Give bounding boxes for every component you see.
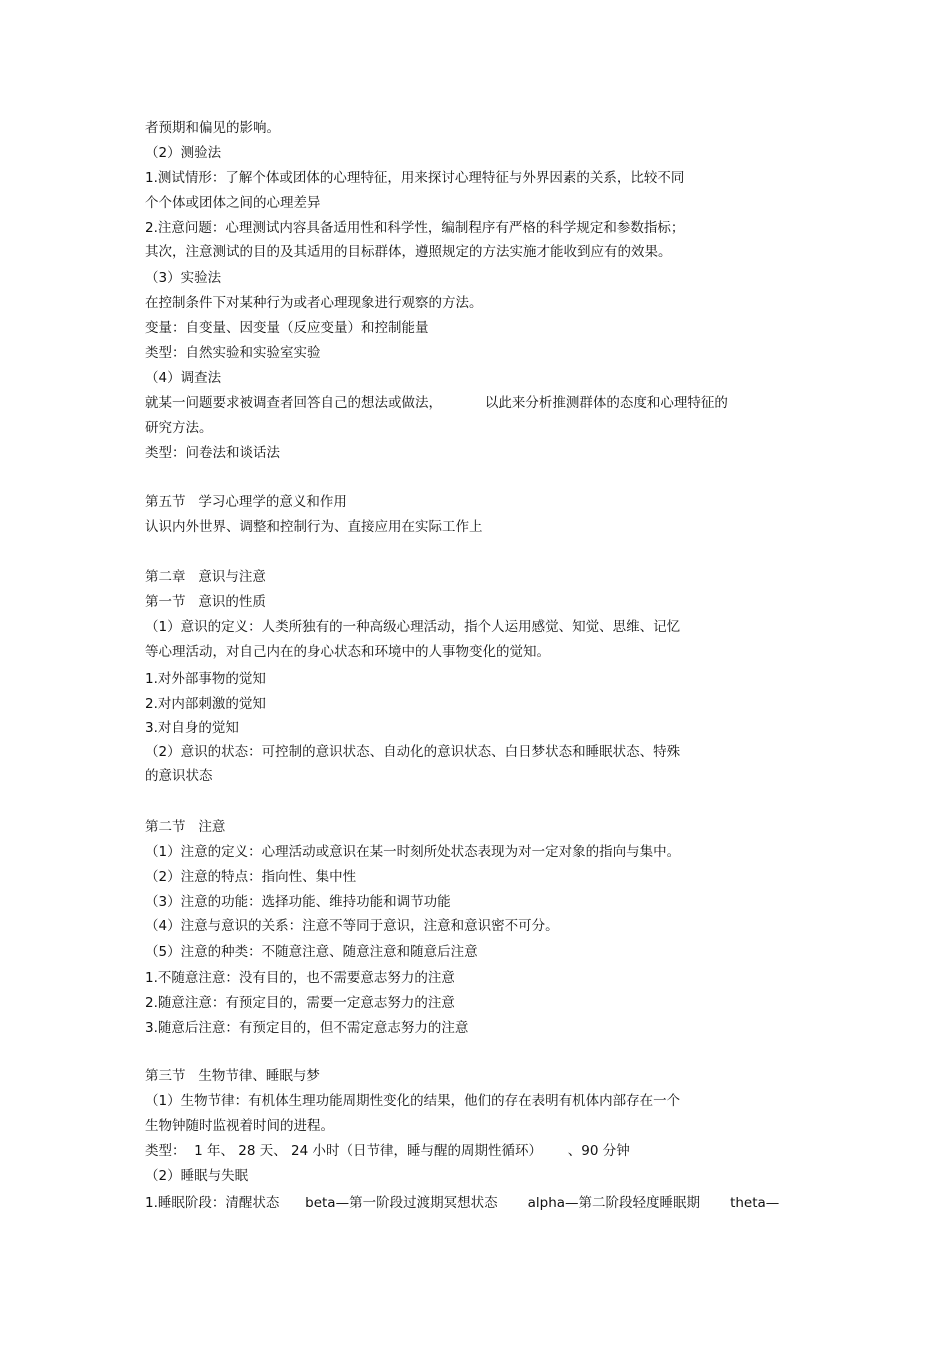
text-line: （1）生物节律：有机体生理功能周期性变化的结果，他们的存在表明有机体内部存在一个 [145,1093,681,1109]
text-line: （1）意识的定义：人类所独有的一种高级心理活动，指个人运用感觉、知觉、思维、记忆 [145,619,681,635]
list-item: 1.不随意注意：没有目的，也不需要意志努力的注意 [145,970,455,986]
text-line: （2）睡眠与失眠 [145,1168,249,1184]
text-line: 类型： 1 年、 28 天、 24 小时（日节律，睡与醒的周期性循环） 、90 分钟 [145,1143,630,1159]
list-item: 2.对内部刺激的觉知 [145,696,266,712]
list-item: 1.睡眠阶段：清醒状态 beta—第一阶段过渡期冥想状态 alpha—第二阶段轻度睡眠期 theta— [145,1195,780,1211]
text-line: 变量：自变量、因变量（反应变量）和控制能量 [145,320,429,336]
section-title: 第一节 意识的性质 [145,594,266,610]
text-line: 类型：自然实验和实验室实验 [145,345,321,361]
text-line: 在控制条件下对某种行为或者心理现象进行观察的方法。 [145,295,483,311]
text-line: 个个体或团体之间的心理差异 [145,195,321,211]
text-line: （3）注意的功能：选择功能、维持功能和调节功能 [145,894,451,910]
text-line: （5）注意的种类：不随意注意、随意注意和随意后注意 [145,944,478,960]
text-line: 等心理活动，对自己内在的身心状态和环境中的人事物变化的觉知。 [145,644,550,660]
text-line: （2）意识的状态：可控制的意识状态、自动化的意识状态、白日梦状态和睡眠状态、特殊 [145,744,681,760]
text-line: 者预期和偏见的影响。 [145,120,280,136]
chapter-title: 第二章 意识与注意 [145,569,266,585]
list-item: 3.随意后注意：有预定目的，但不需定意志努力的注意 [145,1020,469,1036]
text-line: （2）注意的特点：指向性、集中性 [145,869,357,885]
text-line: 类型：问卷法和谈话法 [145,445,280,461]
text-line: 的意识状态 [145,768,213,784]
list-item: 3.对自身的觉知 [145,720,239,736]
text-line: 2.注意问题：心理测试内容具备适用性和科学性，编制程序有严格的科学规定和参数指标； [145,220,685,236]
text-line: 研究方法。 [145,420,213,436]
section-heading: （3）实验法 [145,270,222,286]
text-line: （1）注意的定义：心理活动或意识在某一时刻所处状态表现为对一定对象的指向与集中。 [145,844,681,860]
section-title: 第五节 学习心理学的意义和作用 [145,494,347,510]
text-line: 生物钟随时监视着时间的进程。 [145,1118,334,1134]
text-line: 其次，注意测试的目的及其适用的目标群体，遵照规定的方法实施才能收到应有的效果。 [145,244,672,260]
text-line: （4）注意与意识的关系：注意不等同于意识，注意和意识密不可分。 [145,918,559,934]
section-heading: （4）调查法 [145,370,222,386]
section-heading: （2）测验法 [145,145,222,161]
section-title: 第二节 注意 [145,819,226,835]
text-line: 认识内外世界、调整和控制行为、直接应用在实际工作上 [145,519,483,535]
section-title: 第三节 生物节律、睡眠与梦 [145,1068,320,1084]
text-line: 1.测试情形：了解个体或团体的心理特征，用来探讨心理特征与外界因素的关系，比较不同 [145,170,685,186]
list-item: 1.对外部事物的觉知 [145,671,266,687]
list-item: 2.随意注意：有预定目的，需要一定意志努力的注意 [145,995,455,1011]
text-line: 就某一问题要求被调查者回答自己的想法或做法， 以此来分析推测群体的态度和心理特征的 [145,395,728,411]
